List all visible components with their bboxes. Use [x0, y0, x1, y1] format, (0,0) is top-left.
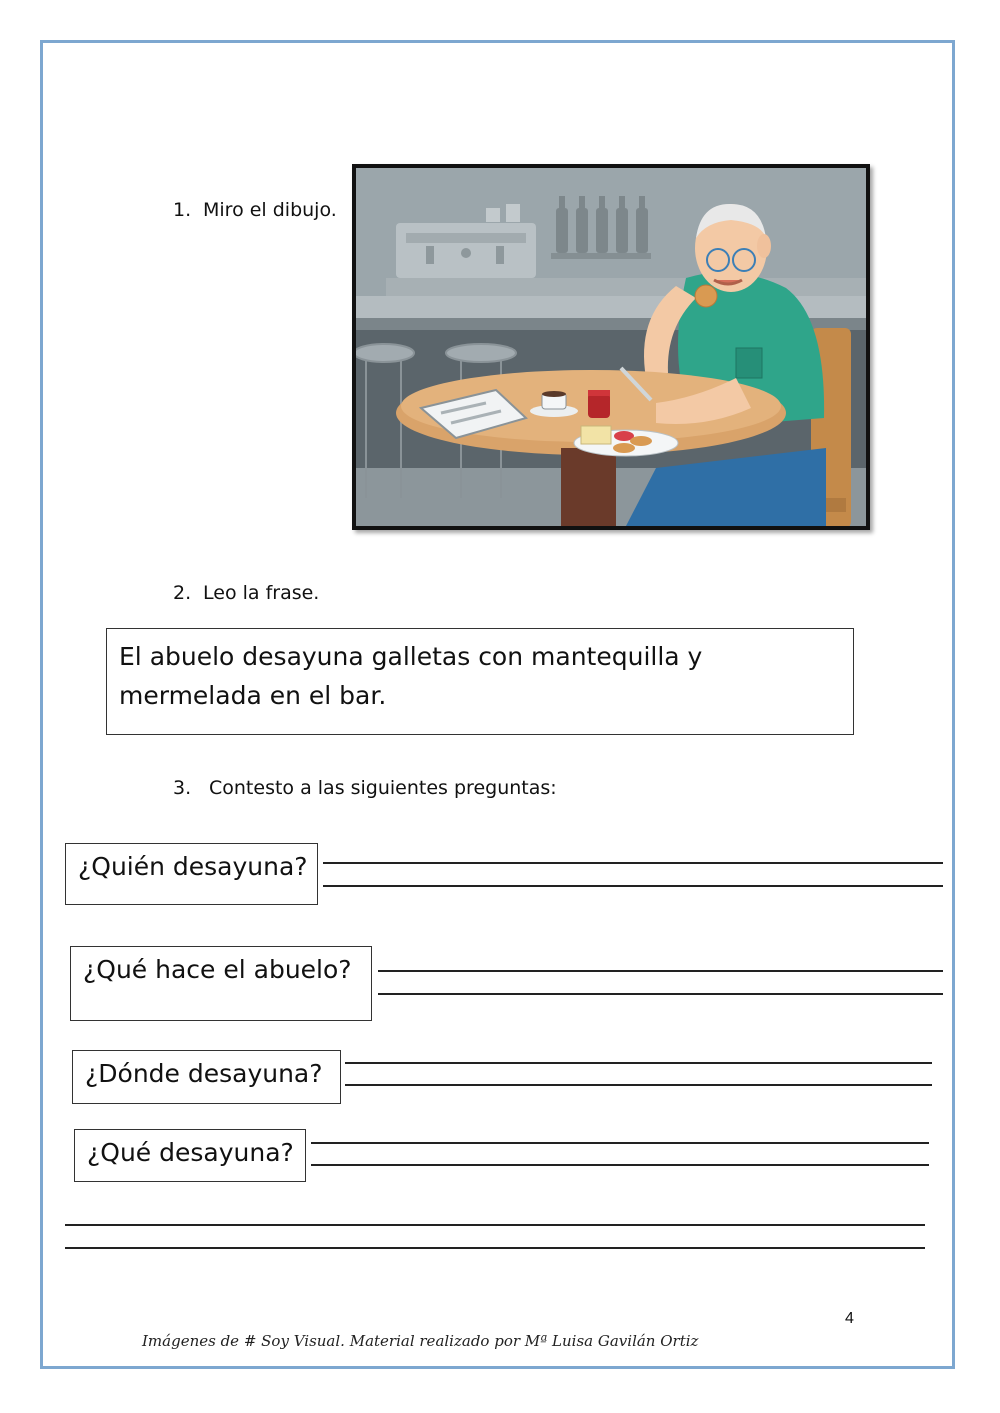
breakfast-illustration: [352, 164, 870, 530]
answer-line[interactable]: [378, 993, 943, 995]
instruction-number: 3.: [173, 777, 192, 799]
instruction-1: [173, 199, 337, 221]
answer-line[interactable]: [345, 1062, 932, 1064]
answer-line[interactable]: [311, 1164, 929, 1166]
answer-line[interactable]: [345, 1084, 932, 1086]
answer-line[interactable]: [323, 885, 943, 887]
instruction-number: 2.: [173, 582, 192, 604]
question-box-what-eats: [74, 1129, 306, 1182]
question-text: ¿Qué desayuna?: [87, 1138, 294, 1167]
answer-line[interactable]: [65, 1224, 925, 1226]
page-number: 4: [845, 1310, 854, 1327]
question-text: ¿Quién desayuna?: [78, 852, 308, 881]
grandpa-eating-breakfast-image: [356, 168, 866, 526]
sentence-text: El abuelo desayuna galletas con mantequilla y mermelada en el bar.: [119, 642, 703, 710]
question-box-who: [65, 843, 318, 905]
instruction-2: [173, 582, 319, 604]
answer-line[interactable]: [323, 862, 943, 864]
instruction-number: 1.: [173, 199, 192, 221]
answer-line[interactable]: [65, 1247, 925, 1249]
question-box-where: [72, 1050, 341, 1104]
instruction-text: Leo la frase.: [203, 582, 320, 604]
question-box-what-does: [70, 946, 372, 1021]
credit-text: Imágenes de # Soy Visual. Material realizado por Mª Luisa Gavilán Ortiz: [142, 1332, 699, 1350]
sentence-box: [106, 628, 854, 735]
question-text: ¿Qué hace el abuelo?: [83, 955, 352, 984]
answer-line[interactable]: [378, 970, 943, 972]
instruction-text: Miro el dibujo.: [203, 199, 337, 221]
answer-line[interactable]: [311, 1142, 929, 1144]
instruction-text: Contesto a las siguientes preguntas:: [209, 777, 557, 799]
question-text: ¿Dónde desayuna?: [85, 1059, 323, 1088]
instruction-3: [173, 777, 557, 799]
